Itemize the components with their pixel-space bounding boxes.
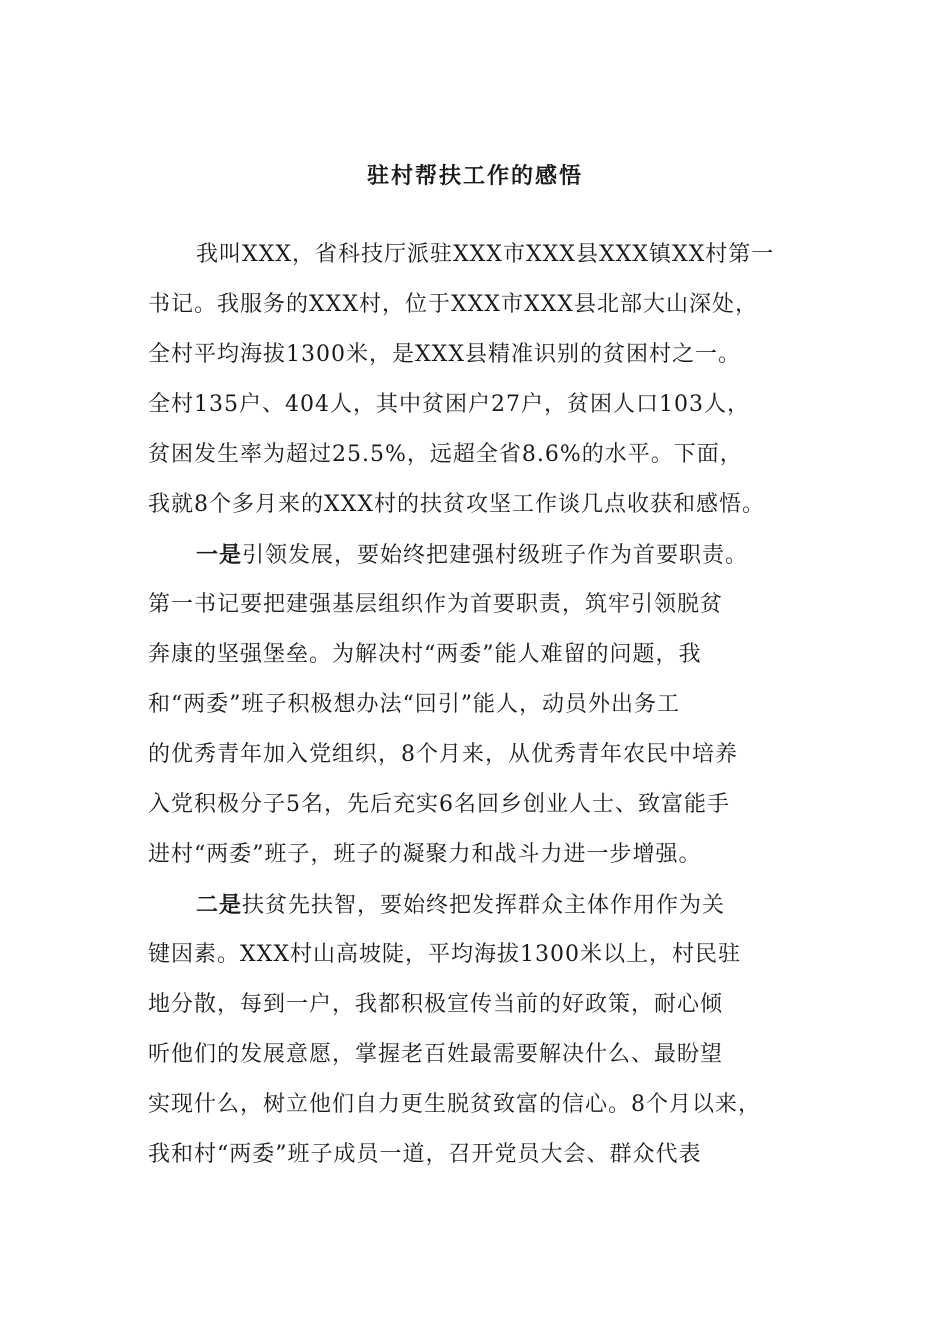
section-lead: 二是 — [196, 892, 243, 918]
paragraph-line — [148, 480, 828, 530]
line-text: 书记。我服务的XXX村，位于XXX市XXX县北部大山深处， — [148, 292, 758, 317]
line-text: 扶贫先扶智，要始终把发挥群众主体作用作为关 — [242, 893, 726, 918]
section-lead: 一是 — [196, 542, 243, 568]
paragraph-line — [148, 980, 828, 1030]
line-text: 全村135户、404人，其中贫困户27户，贫困人口103人， — [148, 392, 750, 417]
line-text: 引领发展，要始终把建强村级班子作为首要职责。 — [242, 543, 749, 568]
document-body — [148, 230, 828, 1180]
paragraph-line — [148, 730, 828, 780]
paragraph-line — [148, 230, 828, 280]
paragraph-line — [148, 680, 828, 730]
line-text: 的优秀青年加入党组织，8个月来，从优秀青年农民中培养 — [148, 742, 738, 767]
paragraph-line — [148, 1080, 828, 1130]
paragraph-line — [148, 330, 828, 380]
line-text: 全村平均海拔1300米，是XXX县精准识别的贫困村之一。 — [148, 342, 741, 367]
paragraph-line — [148, 530, 828, 580]
paragraph-line — [148, 930, 828, 980]
line-text: 和“两委”班子积极想办法“回引”能人，动员外出务工 — [148, 692, 680, 717]
paragraph-line — [148, 430, 828, 480]
paragraph-line — [148, 880, 828, 930]
paragraph-line — [148, 1030, 828, 1080]
line-text: 贫困发生率为超过25.5%，远超全省8.6%的水平。下面， — [148, 442, 743, 467]
line-text: 我和村“两委”班子成员一道，召开党员大会、群众代表 — [148, 1142, 702, 1167]
paragraph-line — [148, 830, 828, 880]
line-text: 听他们的发展意愿，掌握老百姓最需要解决什么、最盼望 — [148, 1042, 724, 1067]
paragraph-line — [148, 280, 828, 330]
paragraph-line — [148, 630, 828, 680]
line-text: 实现什么，树立他们自力更生脱贫致富的信心。8个月以来， — [148, 1092, 761, 1117]
page-title: 驻村帮扶工作的感悟 — [366, 163, 583, 189]
paragraph-line — [148, 580, 828, 630]
line-text: 我就8个多月来的XXX村的扶贫攻坚工作谈几点收获和感悟。 — [148, 492, 765, 517]
line-text: 入党积极分子5名，先后充实6名回乡创业人士、致富能手 — [148, 792, 730, 817]
line-text: 奔康的坚强堡垒。为解决村“两委”能人难留的问题，我 — [148, 642, 702, 667]
paragraph-line — [148, 380, 828, 430]
line-text: 第一书记要把建强基层组织作为首要职责，筑牢引领脱贫 — [148, 592, 724, 617]
line-text: 地分散，每到一户，我都积极宣传当前的好政策，耐心倾 — [148, 992, 724, 1017]
line-text: 键因素。XXX村山高坡陡，平均海拔1300米以上，村民驻 — [148, 942, 741, 967]
paragraph-line — [148, 780, 828, 830]
line-text: 进村“两委”班子，班子的凝聚力和战斗力进一步增强。 — [148, 842, 702, 867]
paragraph-line — [148, 1130, 828, 1180]
line-text: 我叫XXX，省科技厅派驻XXX市XXX县XXX镇XX村第一 — [196, 242, 775, 267]
